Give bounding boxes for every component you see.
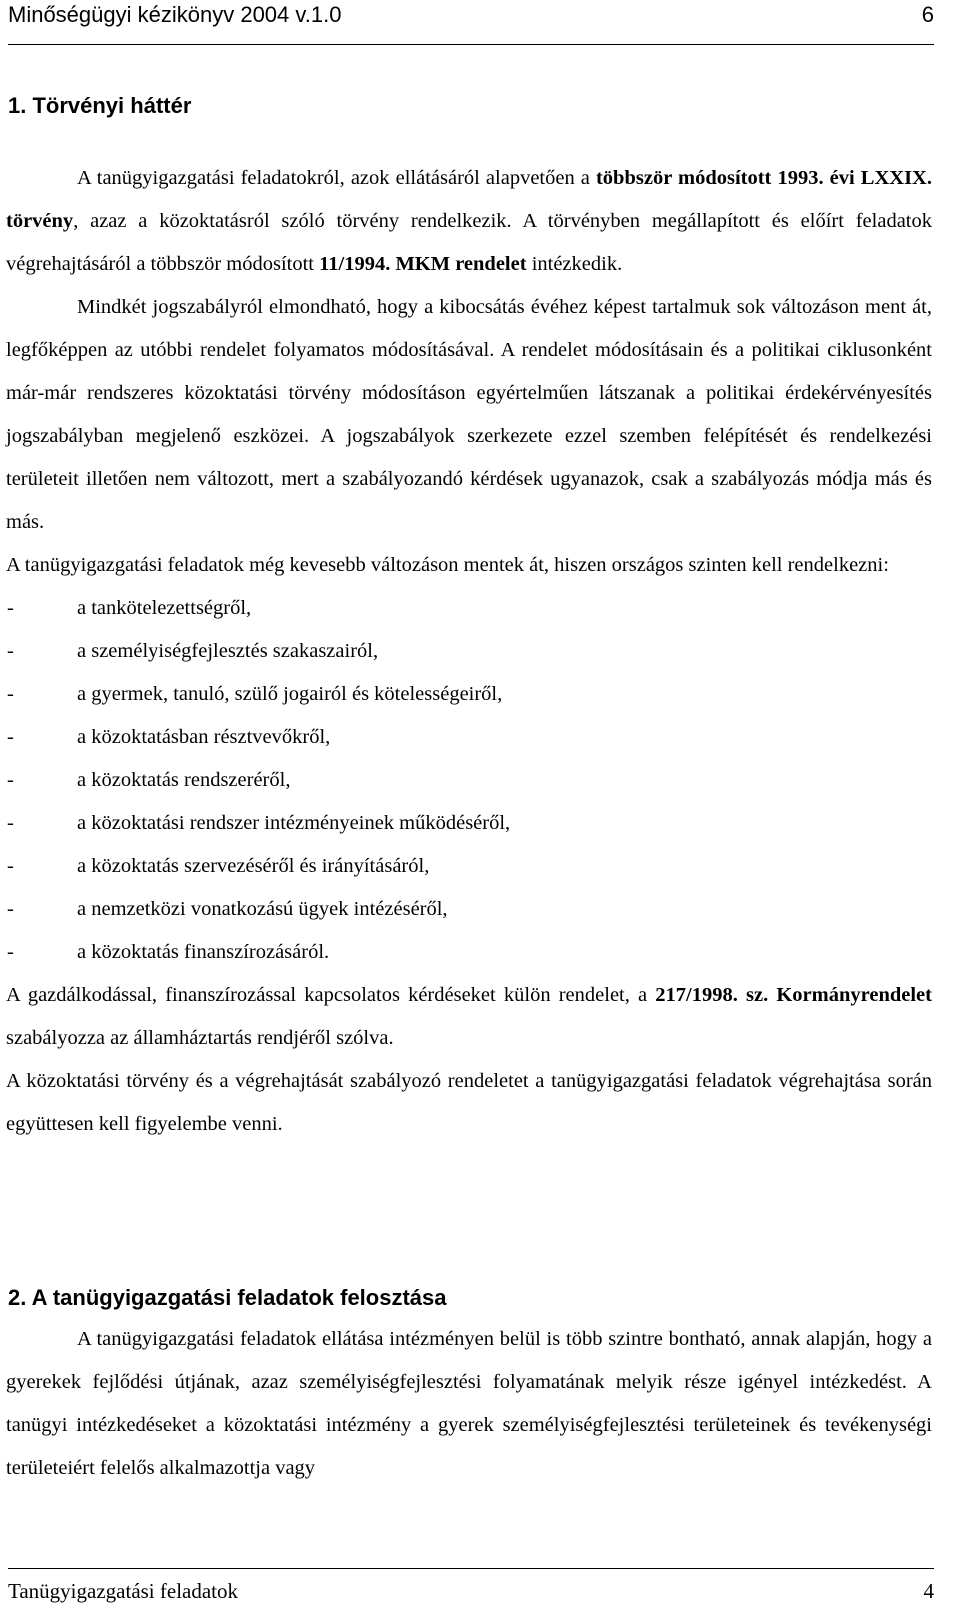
list-dash: - (7, 812, 14, 834)
header-title: Minőségügyi kézikönyv 2004 v.1.0 (8, 2, 342, 27)
section-1-heading: 1. Törvényi háttér (8, 93, 192, 118)
list-item-text: a közoktatás rendszeréről, (77, 769, 291, 791)
text-run: A tanügyigazgatási feladatokról, azok ellátásáról alapvetően a (77, 167, 596, 189)
paragraph-financing (6, 974, 932, 1060)
list-item-text: a nemzetközi vonatkozású ügyek intézéséről, (77, 898, 448, 920)
list-item (6, 931, 932, 974)
paragraph-task-levels: A tanügyigazgatási feladatok ellátása intézményen belül is több szintre bontható, annak alapján, hogy a gyerekek fejlődési útjának, azaz személyiségfejlesztési folyamatának melyik része igényel intézkedést. A tanügyi intézkedéseket a közoktatási intézmény a gyerek személyiségfejlesztési területeinek és tevékenységi területeiért felelős alkalmazottja vagy (6, 1328, 932, 1479)
list-item-text: a közoktatásban résztvevőkről, (77, 726, 331, 748)
list-dash: - (7, 855, 14, 877)
list-item (6, 845, 932, 888)
decree-reference: 11/1994. MKM rendelet (319, 253, 527, 275)
list-item-text: a közoktatási rendszer intézményeinek működéséről, (77, 812, 511, 834)
paragraph-amendments: Mindkét jogszabályról elmondható, hogy a kibocsátás évéhez képest tartalmuk sok változáson ment át, legfőképpen az utóbbi rendelet folyamatos módosításával. A rendelet módosításain és a politikai ciklusonként már-már rendszeres közoktatási törvény módosításon egyértelműen látszanak a politikai érdekérvényesítés jogszabályban megjelenő eszközei. A jogszabályok szerkezete ezzel szemben felépítését és rendelkezési területeit illetően nem változott, mert a szabályozandó kérdések ugyanazok, csak a szabályozás módja más és más. (6, 296, 932, 533)
list-item (6, 888, 932, 931)
list-item-text: a tankötelezettségről, (77, 597, 252, 619)
section-2-heading: 2. A tanügyigazgatási feladatok felosztása (8, 1285, 447, 1310)
text-run: , azaz a közoktatásról szóló törvény rendelkezik. A törvényben megállapított és előírt feladatok végrehajtásáról a többször módosított (6, 210, 932, 275)
list-item (6, 802, 932, 845)
list-dash: - (7, 941, 14, 963)
page-footer (8, 1568, 934, 1614)
list-item-text: a közoktatás finanszírozásáról. (77, 941, 330, 963)
law-reference: többször módosított 1993. évi LXXIX. törvény (6, 167, 932, 232)
list-item (6, 587, 932, 630)
list-dash: - (7, 640, 14, 662)
footer-page-number: 4 (923, 1579, 934, 1603)
header-page-number: 6 (921, 2, 934, 27)
regulated-topics-list (6, 587, 932, 974)
list-dash: - (7, 769, 14, 791)
list-item-text: a gyermek, tanuló, szülő jogairól és kötelességeiről, (77, 683, 503, 705)
paragraph-legal-basis (6, 157, 932, 286)
list-dash: - (7, 898, 14, 920)
list-item (6, 673, 932, 716)
list-item (6, 759, 932, 802)
section-2-body (6, 1318, 932, 1490)
footer-title: Tanügyigazgatási feladatok (8, 1579, 239, 1603)
text-run: A gazdálkodással, finanszírozással kapcsolatos kérdéseket külön rendelet, a (6, 984, 656, 1006)
page-header (8, 0, 934, 45)
paragraph-national-level: A tanügyigazgatási feladatok még kevesebb változáson mentek át, hiszen országos szinten kell rendelkezni: (6, 554, 889, 576)
text-run: intézkedik. (526, 253, 623, 275)
list-item-text: a közoktatás szervezéséről és irányításáról, (77, 855, 430, 877)
list-dash: - (7, 597, 14, 619)
list-item (6, 630, 932, 673)
text-run: szabályozza az államháztartás rendjéről szólva. (6, 1027, 394, 1049)
list-item-text: a személyiségfejlesztés szakaszairól, (77, 640, 379, 662)
list-item (6, 716, 932, 759)
list-dash: - (7, 726, 14, 748)
paragraph-joint-application: A közoktatási törvény és a végrehajtását szabályozó rendeletet a tanügyigazgatási feladatok végrehajtása során együttesen kell figyelembe venni. (6, 1070, 932, 1135)
list-dash: - (7, 683, 14, 705)
government-decree-reference: 217/1998. sz. Kormányrendelet (655, 984, 932, 1006)
section-1-body (6, 157, 932, 1146)
